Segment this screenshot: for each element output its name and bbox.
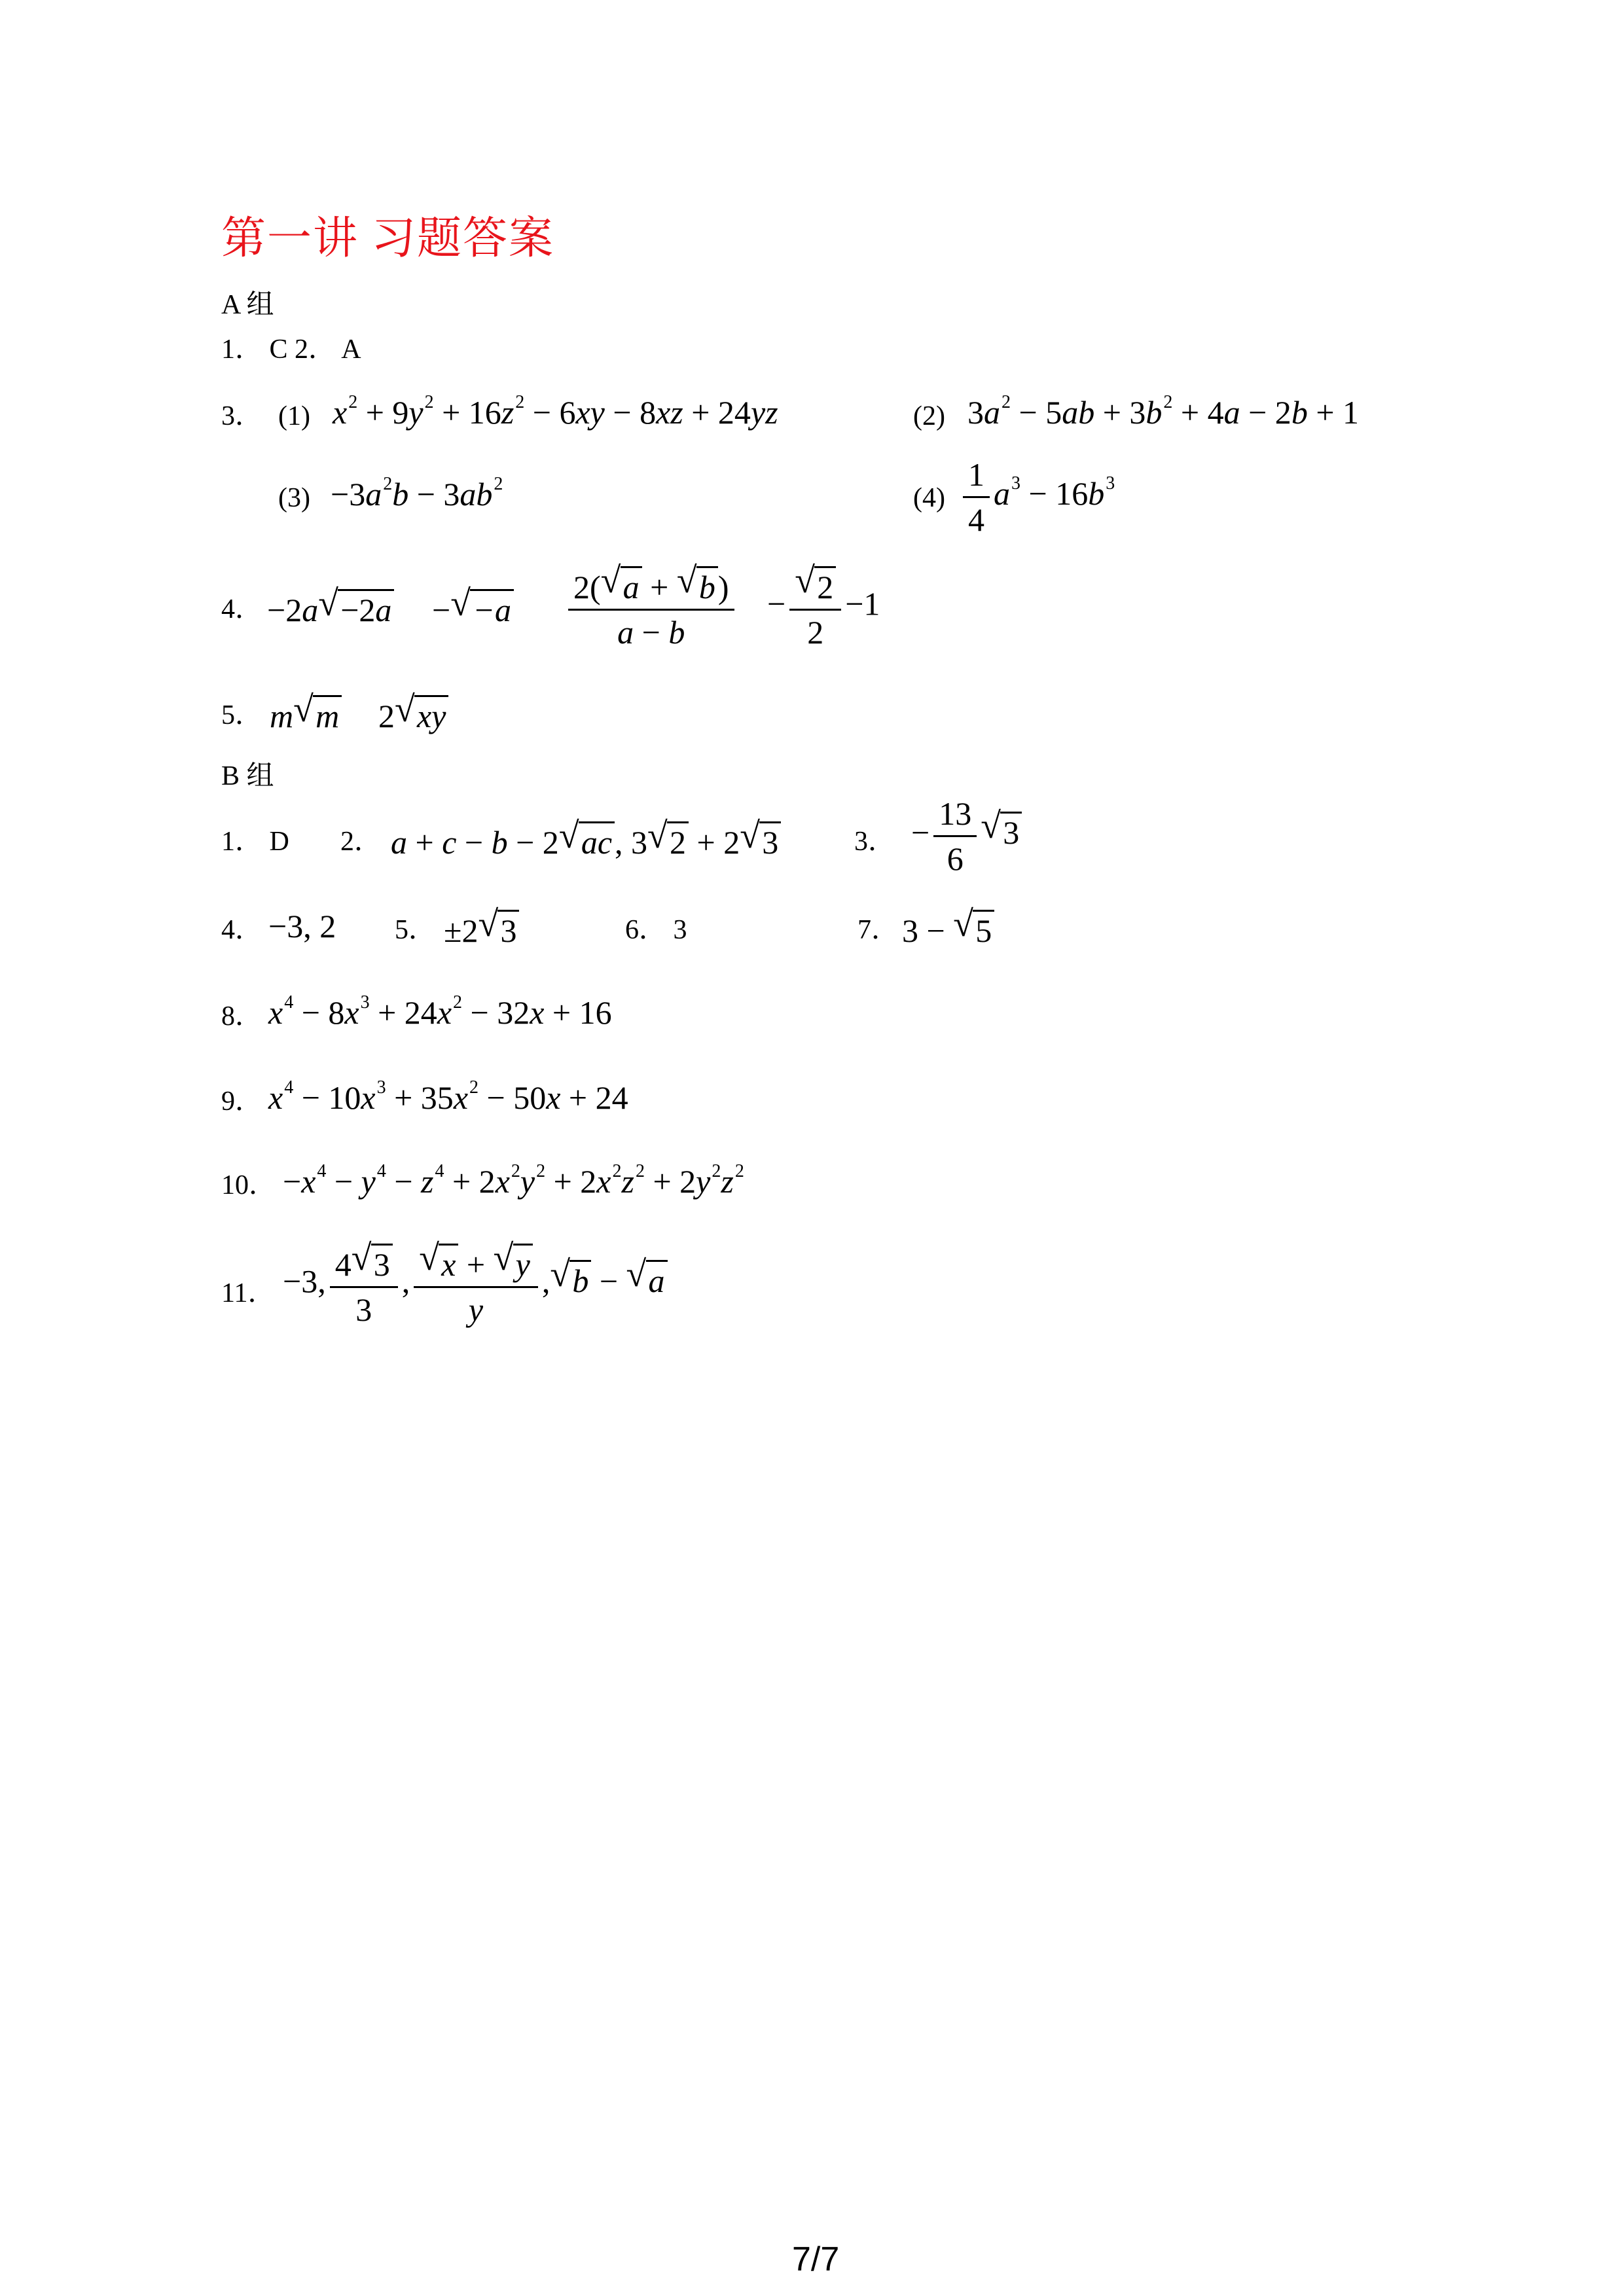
answer-a3-part4: $\frac{1}{4}$ $a^3 - 16b^3$ xyxy=(959,458,1115,536)
answer-b8-number: 8． xyxy=(221,1001,263,1031)
group-a-label: A 组 xyxy=(221,290,274,320)
answer-a5-item2: 2√ xy xyxy=(378,695,448,732)
answer-b7: 3 − √ 5 xyxy=(902,910,994,947)
answer-a5-number: 5． xyxy=(221,700,263,730)
answer-b5: ±2√ 3 xyxy=(444,910,519,947)
answer-b1: 1． D xyxy=(221,827,289,857)
answer-a4-item4: − √ $\frac{2}{2}$ −1 xyxy=(767,566,880,649)
group-b-label: B 组 xyxy=(221,761,274,791)
answer-b11: −3, $\frac{4√ 3}{3}$ , √ $\frac{x + √ y}{y}$ ,√ b − √ a xyxy=(283,1244,668,1326)
answer-b3-number: 3． xyxy=(854,827,896,857)
page-title: 第一讲 习题答案 xyxy=(221,213,555,263)
answer-b5-number: 5． xyxy=(395,915,437,945)
answer-b9-number: 9． xyxy=(221,1086,263,1117)
answer-a1-a2: 1． C 2． A xyxy=(221,334,361,365)
answer-a5-item1: m√ m xyxy=(270,695,342,732)
answer-a3-part1-label: (1) xyxy=(278,401,310,431)
answer-a3-part4-label: (4) xyxy=(913,483,945,513)
answer-a3-number: 3． xyxy=(221,401,263,431)
answer-a4-number: 4． xyxy=(221,594,263,624)
answer-b4: −3, 2 xyxy=(268,908,336,944)
answer-b2: a + c − b − 2√ ac, 3√ 2 + 2√ 3 xyxy=(391,821,781,859)
answer-b4-number: 4． xyxy=(221,915,263,945)
answer-a3-part2-label: (2) xyxy=(913,401,945,431)
answer-a4-item1: −2a√ −2a xyxy=(267,589,394,626)
answer-b2-number: 2． xyxy=(340,827,382,857)
answer-b7-number: 7． xyxy=(857,915,899,945)
page-number: 7/7 xyxy=(792,2240,840,2278)
answer-b3: − $\frac{13}{6}$ √ 3 xyxy=(911,797,1022,875)
answer-a3-part3: $-3a^2b - 3ab^2$ xyxy=(331,474,503,512)
answer-a4-item3: $\frac{2(√ a + √ b)}{a - b}$ xyxy=(564,566,738,649)
answer-a4-item2: −√ −a xyxy=(432,589,514,626)
answer-b8: $x^4 - 8x^3 + 24x^2 - 32x + 16$ xyxy=(268,992,612,1031)
answer-b10-number: 10． xyxy=(221,1170,277,1200)
answer-a3-part2: $3a^2 - 5ab + 3b^2 + 4a - 2b + 1$ xyxy=(967,392,1360,431)
answer-b10: $-x^4 - y^4 - z^4 + 2x^2y^2 + 2x^2z^2 + 2y^2z^2$ xyxy=(283,1161,744,1200)
answer-a3-part1: $x^2 + 9y^2 + 16z^2 - 6xy - 8xz + 24yz$ xyxy=(333,392,778,431)
answer-b6: 6． 3 xyxy=(625,915,687,945)
answer-b11-number: 11． xyxy=(221,1278,276,1308)
answer-b9: $x^4 - 10x^3 + 35x^2 - 50x + 24$ xyxy=(268,1077,628,1116)
answer-a3-part3-label: (3) xyxy=(278,483,310,513)
